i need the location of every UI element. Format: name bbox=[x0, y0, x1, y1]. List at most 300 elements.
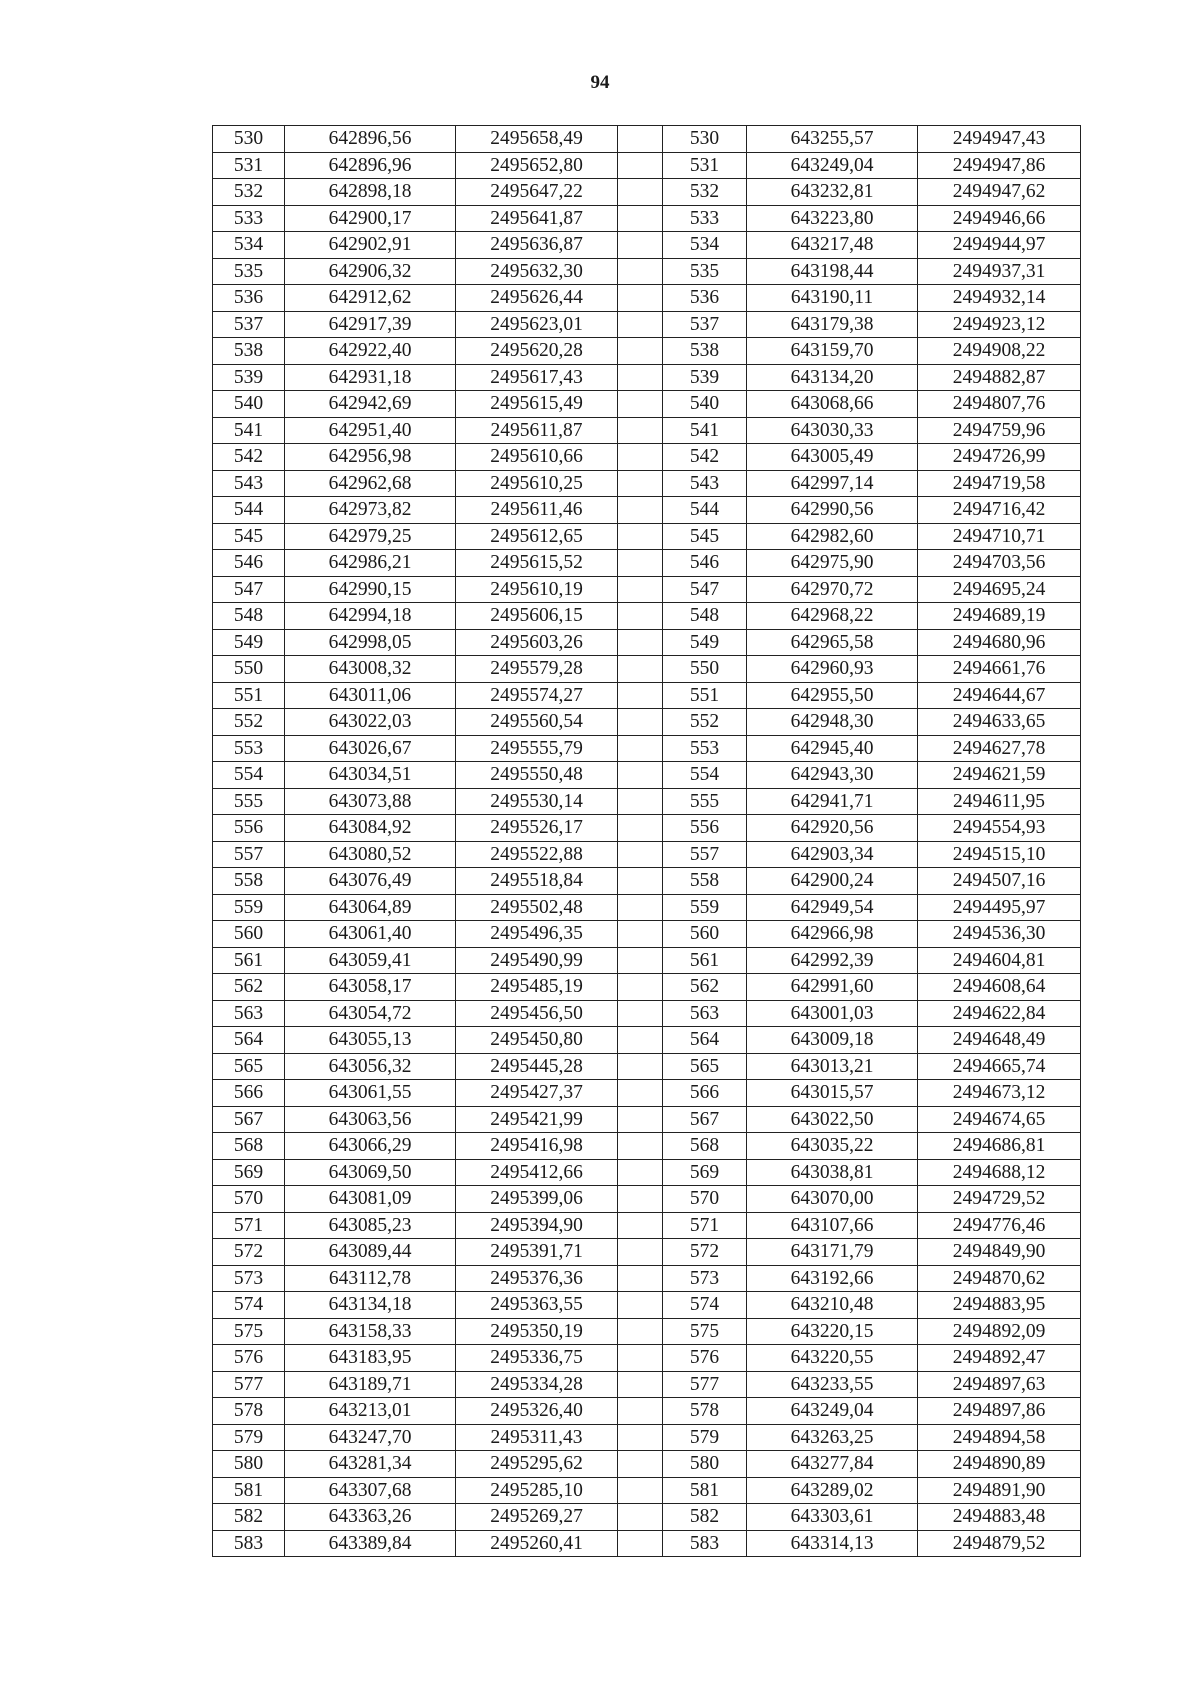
point-number-cell: 575 bbox=[213, 1318, 285, 1345]
point-number-cell: 560 bbox=[663, 921, 747, 948]
point-number-cell: 552 bbox=[663, 709, 747, 736]
empty-cell bbox=[618, 179, 663, 206]
y-coordinate-cell: 2494892,09 bbox=[918, 1318, 1081, 1345]
point-number-cell: 555 bbox=[213, 788, 285, 815]
y-coordinate-cell: 2495399,06 bbox=[456, 1186, 618, 1213]
y-coordinate-cell: 2494947,62 bbox=[918, 179, 1081, 206]
empty-cell bbox=[618, 947, 663, 974]
point-number-cell: 535 bbox=[663, 258, 747, 285]
point-number-cell: 572 bbox=[663, 1239, 747, 1266]
y-coordinate-cell: 2495550,48 bbox=[456, 762, 618, 789]
x-coordinate-cell: 643089,44 bbox=[285, 1239, 456, 1266]
x-coordinate-cell: 643158,33 bbox=[285, 1318, 456, 1345]
empty-cell bbox=[618, 921, 663, 948]
table-row bbox=[213, 1292, 1081, 1319]
y-coordinate-cell: 2495623,01 bbox=[456, 311, 618, 338]
y-coordinate-cell: 2495412,66 bbox=[456, 1159, 618, 1186]
point-number-cell: 554 bbox=[213, 762, 285, 789]
point-number-cell: 582 bbox=[213, 1504, 285, 1531]
x-coordinate-cell: 643055,13 bbox=[285, 1027, 456, 1054]
empty-cell bbox=[618, 1371, 663, 1398]
empty-cell bbox=[618, 735, 663, 762]
point-number-cell: 530 bbox=[663, 126, 747, 153]
point-number-cell: 561 bbox=[213, 947, 285, 974]
x-coordinate-cell: 643247,70 bbox=[285, 1424, 456, 1451]
empty-cell bbox=[618, 152, 663, 179]
x-coordinate-cell: 643066,29 bbox=[285, 1133, 456, 1160]
x-coordinate-cell: 642962,68 bbox=[285, 470, 456, 497]
x-coordinate-cell: 642941,71 bbox=[747, 788, 918, 815]
table-row bbox=[213, 1345, 1081, 1372]
table-row bbox=[213, 1504, 1081, 1531]
point-number-cell: 565 bbox=[213, 1053, 285, 1080]
x-coordinate-cell: 642942,69 bbox=[285, 391, 456, 418]
y-coordinate-cell: 2495615,49 bbox=[456, 391, 618, 418]
x-coordinate-cell: 643022,50 bbox=[747, 1106, 918, 1133]
point-number-cell: 581 bbox=[213, 1477, 285, 1504]
point-number-cell: 550 bbox=[663, 656, 747, 683]
y-coordinate-cell: 2495485,19 bbox=[456, 974, 618, 1001]
y-coordinate-cell: 2494507,16 bbox=[918, 868, 1081, 895]
x-coordinate-cell: 643220,55 bbox=[747, 1345, 918, 1372]
x-coordinate-cell: 643363,26 bbox=[285, 1504, 456, 1531]
table-row bbox=[213, 1265, 1081, 1292]
point-number-cell: 570 bbox=[663, 1186, 747, 1213]
x-coordinate-cell: 642997,14 bbox=[747, 470, 918, 497]
x-coordinate-cell: 643056,32 bbox=[285, 1053, 456, 1080]
table-row bbox=[213, 603, 1081, 630]
table-row bbox=[213, 1027, 1081, 1054]
table-row bbox=[213, 921, 1081, 948]
y-coordinate-cell: 2494611,95 bbox=[918, 788, 1081, 815]
point-number-cell: 531 bbox=[663, 152, 747, 179]
empty-cell bbox=[618, 868, 663, 895]
point-number-cell: 559 bbox=[213, 894, 285, 921]
y-coordinate-cell: 2495416,98 bbox=[456, 1133, 618, 1160]
x-coordinate-cell: 643058,17 bbox=[285, 974, 456, 1001]
empty-cell bbox=[618, 258, 663, 285]
x-coordinate-cell: 643084,92 bbox=[285, 815, 456, 842]
point-number-cell: 546 bbox=[663, 550, 747, 577]
x-coordinate-cell: 642991,60 bbox=[747, 974, 918, 1001]
empty-cell bbox=[618, 1133, 663, 1160]
y-coordinate-cell: 2494686,81 bbox=[918, 1133, 1081, 1160]
x-coordinate-cell: 643190,11 bbox=[747, 285, 918, 312]
table-row bbox=[213, 232, 1081, 259]
table-row bbox=[213, 285, 1081, 312]
point-number-cell: 547 bbox=[663, 576, 747, 603]
y-coordinate-cell: 2494883,95 bbox=[918, 1292, 1081, 1319]
x-coordinate-cell: 643085,23 bbox=[285, 1212, 456, 1239]
table-row bbox=[213, 1080, 1081, 1107]
empty-cell bbox=[618, 1186, 663, 1213]
y-coordinate-cell: 2495295,62 bbox=[456, 1451, 618, 1478]
empty-cell bbox=[618, 444, 663, 471]
x-coordinate-cell: 643179,38 bbox=[747, 311, 918, 338]
table-row bbox=[213, 576, 1081, 603]
empty-cell bbox=[618, 232, 663, 259]
x-coordinate-cell: 643277,84 bbox=[747, 1451, 918, 1478]
point-number-cell: 533 bbox=[213, 205, 285, 232]
y-coordinate-cell: 2495336,75 bbox=[456, 1345, 618, 1372]
y-coordinate-cell: 2495652,80 bbox=[456, 152, 618, 179]
y-coordinate-cell: 2495311,43 bbox=[456, 1424, 618, 1451]
point-number-cell: 562 bbox=[663, 974, 747, 1001]
y-coordinate-cell: 2495260,41 bbox=[456, 1530, 618, 1557]
point-number-cell: 574 bbox=[663, 1292, 747, 1319]
y-coordinate-cell: 2495450,80 bbox=[456, 1027, 618, 1054]
point-number-cell: 558 bbox=[213, 868, 285, 895]
empty-cell bbox=[618, 656, 663, 683]
point-number-cell: 540 bbox=[663, 391, 747, 418]
point-number-cell: 546 bbox=[213, 550, 285, 577]
point-number-cell: 565 bbox=[663, 1053, 747, 1080]
table-row bbox=[213, 1000, 1081, 1027]
point-number-cell: 534 bbox=[663, 232, 747, 259]
x-coordinate-cell: 642990,56 bbox=[747, 497, 918, 524]
y-coordinate-cell: 2494882,87 bbox=[918, 364, 1081, 391]
y-coordinate-cell: 2494622,84 bbox=[918, 1000, 1081, 1027]
x-coordinate-cell: 642948,30 bbox=[747, 709, 918, 736]
empty-cell bbox=[618, 788, 663, 815]
empty-cell bbox=[618, 815, 663, 842]
point-number-cell: 549 bbox=[213, 629, 285, 656]
y-coordinate-cell: 2495490,99 bbox=[456, 947, 618, 974]
x-coordinate-cell: 643389,84 bbox=[285, 1530, 456, 1557]
point-number-cell: 545 bbox=[663, 523, 747, 550]
point-number-cell: 545 bbox=[213, 523, 285, 550]
point-number-cell: 577 bbox=[663, 1371, 747, 1398]
point-number-cell: 540 bbox=[213, 391, 285, 418]
point-number-cell: 548 bbox=[213, 603, 285, 630]
y-coordinate-cell: 2495658,49 bbox=[456, 126, 618, 153]
x-coordinate-cell: 642994,18 bbox=[285, 603, 456, 630]
empty-cell bbox=[618, 364, 663, 391]
y-coordinate-cell: 2495620,28 bbox=[456, 338, 618, 365]
point-number-cell: 580 bbox=[213, 1451, 285, 1478]
point-number-cell: 544 bbox=[213, 497, 285, 524]
empty-cell bbox=[618, 391, 663, 418]
point-number-cell: 530 bbox=[213, 126, 285, 153]
y-coordinate-cell: 2495560,54 bbox=[456, 709, 618, 736]
point-number-cell: 542 bbox=[663, 444, 747, 471]
y-coordinate-cell: 2494946,66 bbox=[918, 205, 1081, 232]
y-coordinate-cell: 2494716,42 bbox=[918, 497, 1081, 524]
point-number-cell: 567 bbox=[663, 1106, 747, 1133]
table-row bbox=[213, 1212, 1081, 1239]
x-coordinate-cell: 643069,50 bbox=[285, 1159, 456, 1186]
y-coordinate-cell: 2494897,86 bbox=[918, 1398, 1081, 1425]
table-row bbox=[213, 338, 1081, 365]
y-coordinate-cell: 2494644,67 bbox=[918, 682, 1081, 709]
y-coordinate-cell: 2494897,63 bbox=[918, 1371, 1081, 1398]
x-coordinate-cell: 643192,66 bbox=[747, 1265, 918, 1292]
y-coordinate-cell: 2494729,52 bbox=[918, 1186, 1081, 1213]
x-coordinate-cell: 643034,51 bbox=[285, 762, 456, 789]
empty-cell bbox=[618, 1265, 663, 1292]
empty-cell bbox=[618, 603, 663, 630]
point-number-cell: 582 bbox=[663, 1504, 747, 1531]
y-coordinate-cell: 2494807,76 bbox=[918, 391, 1081, 418]
table-row bbox=[213, 550, 1081, 577]
y-coordinate-cell: 2494908,22 bbox=[918, 338, 1081, 365]
point-number-cell: 569 bbox=[213, 1159, 285, 1186]
x-coordinate-cell: 643073,88 bbox=[285, 788, 456, 815]
point-number-cell: 568 bbox=[213, 1133, 285, 1160]
y-coordinate-cell: 2494674,65 bbox=[918, 1106, 1081, 1133]
table-row bbox=[213, 1186, 1081, 1213]
x-coordinate-cell: 643189,71 bbox=[285, 1371, 456, 1398]
x-coordinate-cell: 642965,58 bbox=[747, 629, 918, 656]
point-number-cell: 549 bbox=[663, 629, 747, 656]
point-number-cell: 541 bbox=[663, 417, 747, 444]
table-row bbox=[213, 815, 1081, 842]
empty-cell bbox=[618, 974, 663, 1001]
point-number-cell: 564 bbox=[663, 1027, 747, 1054]
point-number-cell: 564 bbox=[213, 1027, 285, 1054]
y-coordinate-cell: 2494923,12 bbox=[918, 311, 1081, 338]
y-coordinate-cell: 2494627,78 bbox=[918, 735, 1081, 762]
point-number-cell: 542 bbox=[213, 444, 285, 471]
point-number-cell: 559 bbox=[663, 894, 747, 921]
y-coordinate-cell: 2494883,48 bbox=[918, 1504, 1081, 1531]
table-row bbox=[213, 444, 1081, 471]
empty-cell bbox=[618, 1530, 663, 1557]
x-coordinate-cell: 643011,06 bbox=[285, 682, 456, 709]
y-coordinate-cell: 2495502,48 bbox=[456, 894, 618, 921]
table-row bbox=[213, 470, 1081, 497]
empty-cell bbox=[618, 285, 663, 312]
x-coordinate-cell: 643107,66 bbox=[747, 1212, 918, 1239]
y-coordinate-cell: 2494710,71 bbox=[918, 523, 1081, 550]
x-coordinate-cell: 643307,68 bbox=[285, 1477, 456, 1504]
empty-cell bbox=[618, 709, 663, 736]
x-coordinate-cell: 643263,25 bbox=[747, 1424, 918, 1451]
x-coordinate-cell: 643281,34 bbox=[285, 1451, 456, 1478]
point-number-cell: 566 bbox=[213, 1080, 285, 1107]
x-coordinate-cell: 643171,79 bbox=[747, 1239, 918, 1266]
y-coordinate-cell: 2495647,22 bbox=[456, 179, 618, 206]
y-coordinate-cell: 2494661,76 bbox=[918, 656, 1081, 683]
table-row bbox=[213, 868, 1081, 895]
point-number-cell: 560 bbox=[213, 921, 285, 948]
point-number-cell: 557 bbox=[663, 841, 747, 868]
y-coordinate-cell: 2495363,55 bbox=[456, 1292, 618, 1319]
point-number-cell: 562 bbox=[213, 974, 285, 1001]
point-number-cell: 544 bbox=[663, 497, 747, 524]
x-coordinate-cell: 643303,61 bbox=[747, 1504, 918, 1531]
point-number-cell: 557 bbox=[213, 841, 285, 868]
y-coordinate-cell: 2495632,30 bbox=[456, 258, 618, 285]
y-coordinate-cell: 2494719,58 bbox=[918, 470, 1081, 497]
x-coordinate-cell: 642966,98 bbox=[747, 921, 918, 948]
x-coordinate-cell: 643249,04 bbox=[747, 152, 918, 179]
table-row bbox=[213, 1053, 1081, 1080]
point-number-cell: 567 bbox=[213, 1106, 285, 1133]
x-coordinate-cell: 642896,56 bbox=[285, 126, 456, 153]
x-coordinate-cell: 643061,55 bbox=[285, 1080, 456, 1107]
y-coordinate-cell: 2494495,97 bbox=[918, 894, 1081, 921]
table-row bbox=[213, 152, 1081, 179]
x-coordinate-cell: 642945,40 bbox=[747, 735, 918, 762]
point-number-cell: 579 bbox=[663, 1424, 747, 1451]
y-coordinate-cell: 2495574,27 bbox=[456, 682, 618, 709]
y-coordinate-cell: 2495496,35 bbox=[456, 921, 618, 948]
x-coordinate-cell: 643005,49 bbox=[747, 444, 918, 471]
point-number-cell: 573 bbox=[213, 1265, 285, 1292]
point-number-cell: 583 bbox=[663, 1530, 747, 1557]
table-row bbox=[213, 364, 1081, 391]
y-coordinate-cell: 2495394,90 bbox=[456, 1212, 618, 1239]
x-coordinate-cell: 642986,21 bbox=[285, 550, 456, 577]
x-coordinate-cell: 642896,96 bbox=[285, 152, 456, 179]
point-number-cell: 571 bbox=[663, 1212, 747, 1239]
empty-cell bbox=[618, 1239, 663, 1266]
x-coordinate-cell: 643289,02 bbox=[747, 1477, 918, 1504]
empty-cell bbox=[618, 1477, 663, 1504]
table-row bbox=[213, 497, 1081, 524]
x-coordinate-cell: 643076,49 bbox=[285, 868, 456, 895]
point-number-cell: 572 bbox=[213, 1239, 285, 1266]
x-coordinate-cell: 642900,17 bbox=[285, 205, 456, 232]
x-coordinate-cell: 642979,25 bbox=[285, 523, 456, 550]
y-coordinate-cell: 2495617,43 bbox=[456, 364, 618, 391]
x-coordinate-cell: 643059,41 bbox=[285, 947, 456, 974]
x-coordinate-cell: 642917,39 bbox=[285, 311, 456, 338]
page-number: 94 bbox=[590, 72, 610, 93]
table-row bbox=[213, 1451, 1081, 1478]
y-coordinate-cell: 2495610,66 bbox=[456, 444, 618, 471]
point-number-cell: 578 bbox=[213, 1398, 285, 1425]
point-number-cell: 568 bbox=[663, 1133, 747, 1160]
empty-cell bbox=[618, 1345, 663, 1372]
x-coordinate-cell: 643314,13 bbox=[747, 1530, 918, 1557]
x-coordinate-cell: 642992,39 bbox=[747, 947, 918, 974]
y-coordinate-cell: 2495456,50 bbox=[456, 1000, 618, 1027]
y-coordinate-cell: 2494849,90 bbox=[918, 1239, 1081, 1266]
point-number-cell: 573 bbox=[663, 1265, 747, 1292]
point-number-cell: 570 bbox=[213, 1186, 285, 1213]
point-number-cell: 563 bbox=[663, 1000, 747, 1027]
coordinates-table bbox=[212, 125, 1081, 1557]
y-coordinate-cell: 2495269,27 bbox=[456, 1504, 618, 1531]
point-number-cell: 581 bbox=[663, 1477, 747, 1504]
table-row bbox=[213, 179, 1081, 206]
y-coordinate-cell: 2495427,37 bbox=[456, 1080, 618, 1107]
table-row bbox=[213, 258, 1081, 285]
point-number-cell: 575 bbox=[663, 1318, 747, 1345]
point-number-cell: 543 bbox=[663, 470, 747, 497]
y-coordinate-cell: 2494665,74 bbox=[918, 1053, 1081, 1080]
y-coordinate-cell: 2494944,97 bbox=[918, 232, 1081, 259]
x-coordinate-cell: 642949,54 bbox=[747, 894, 918, 921]
point-number-cell: 569 bbox=[663, 1159, 747, 1186]
point-number-cell: 571 bbox=[213, 1212, 285, 1239]
y-coordinate-cell: 2494890,89 bbox=[918, 1451, 1081, 1478]
y-coordinate-cell: 2495391,71 bbox=[456, 1239, 618, 1266]
point-number-cell: 553 bbox=[213, 735, 285, 762]
y-coordinate-cell: 2494554,93 bbox=[918, 815, 1081, 842]
y-coordinate-cell: 2494892,47 bbox=[918, 1345, 1081, 1372]
empty-cell bbox=[618, 1318, 663, 1345]
x-coordinate-cell: 643159,70 bbox=[747, 338, 918, 365]
x-coordinate-cell: 643112,78 bbox=[285, 1265, 456, 1292]
x-coordinate-cell: 643134,20 bbox=[747, 364, 918, 391]
x-coordinate-cell: 642956,98 bbox=[285, 444, 456, 471]
table-row bbox=[213, 1106, 1081, 1133]
x-coordinate-cell: 643008,32 bbox=[285, 656, 456, 683]
empty-cell bbox=[618, 523, 663, 550]
point-number-cell: 583 bbox=[213, 1530, 285, 1557]
empty-cell bbox=[618, 205, 663, 232]
x-coordinate-cell: 642975,90 bbox=[747, 550, 918, 577]
table-row bbox=[213, 1371, 1081, 1398]
y-coordinate-cell: 2494621,59 bbox=[918, 762, 1081, 789]
point-number-cell: 551 bbox=[663, 682, 747, 709]
table-row bbox=[213, 1398, 1081, 1425]
table-row bbox=[213, 656, 1081, 683]
x-coordinate-cell: 643063,56 bbox=[285, 1106, 456, 1133]
point-number-cell: 535 bbox=[213, 258, 285, 285]
empty-cell bbox=[618, 841, 663, 868]
table-row bbox=[213, 1318, 1081, 1345]
table-row bbox=[213, 126, 1081, 153]
y-coordinate-cell: 2494891,90 bbox=[918, 1477, 1081, 1504]
x-coordinate-cell: 643249,04 bbox=[747, 1398, 918, 1425]
y-coordinate-cell: 2495326,40 bbox=[456, 1398, 618, 1425]
x-coordinate-cell: 643038,81 bbox=[747, 1159, 918, 1186]
table-row bbox=[213, 841, 1081, 868]
y-coordinate-cell: 2495615,52 bbox=[456, 550, 618, 577]
point-number-cell: 538 bbox=[663, 338, 747, 365]
table-row bbox=[213, 1159, 1081, 1186]
empty-cell bbox=[618, 1451, 663, 1478]
empty-cell bbox=[618, 417, 663, 444]
table-row bbox=[213, 523, 1081, 550]
empty-cell bbox=[618, 629, 663, 656]
x-coordinate-cell: 643064,89 bbox=[285, 894, 456, 921]
empty-cell bbox=[618, 1292, 663, 1319]
y-coordinate-cell: 2494932,14 bbox=[918, 285, 1081, 312]
y-coordinate-cell: 2495606,15 bbox=[456, 603, 618, 630]
point-number-cell: 576 bbox=[213, 1345, 285, 1372]
x-coordinate-cell: 642968,22 bbox=[747, 603, 918, 630]
table-row bbox=[213, 1239, 1081, 1266]
y-coordinate-cell: 2495526,17 bbox=[456, 815, 618, 842]
y-coordinate-cell: 2494937,31 bbox=[918, 258, 1081, 285]
y-coordinate-cell: 2494947,43 bbox=[918, 126, 1081, 153]
x-coordinate-cell: 643054,72 bbox=[285, 1000, 456, 1027]
x-coordinate-cell: 642982,60 bbox=[747, 523, 918, 550]
point-number-cell: 531 bbox=[213, 152, 285, 179]
y-coordinate-cell: 2495530,14 bbox=[456, 788, 618, 815]
x-coordinate-cell: 643183,95 bbox=[285, 1345, 456, 1372]
y-coordinate-cell: 2495611,46 bbox=[456, 497, 618, 524]
x-coordinate-cell: 642902,91 bbox=[285, 232, 456, 259]
x-coordinate-cell: 642931,18 bbox=[285, 364, 456, 391]
empty-cell bbox=[618, 1027, 663, 1054]
x-coordinate-cell: 643009,18 bbox=[747, 1027, 918, 1054]
x-coordinate-cell: 643220,15 bbox=[747, 1318, 918, 1345]
x-coordinate-cell: 642943,30 bbox=[747, 762, 918, 789]
point-number-cell: 533 bbox=[663, 205, 747, 232]
x-coordinate-cell: 642922,40 bbox=[285, 338, 456, 365]
point-number-cell: 555 bbox=[663, 788, 747, 815]
point-number-cell: 574 bbox=[213, 1292, 285, 1319]
point-number-cell: 551 bbox=[213, 682, 285, 709]
empty-cell bbox=[618, 126, 663, 153]
point-number-cell: 532 bbox=[213, 179, 285, 206]
